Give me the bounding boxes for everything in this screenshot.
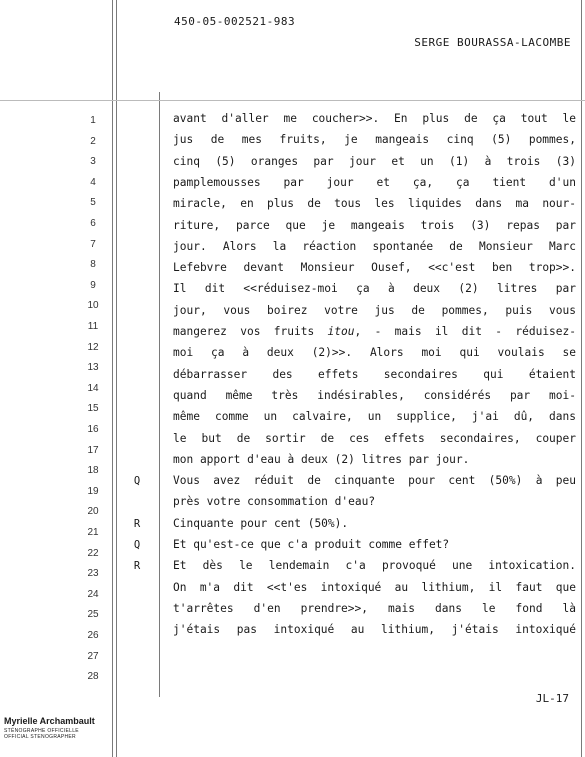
transcript-line	[173, 197, 576, 210]
transcript-line	[173, 261, 576, 274]
transcript-italic-text: itou	[327, 325, 355, 338]
line-number: 9	[90, 279, 96, 291]
stenographer-title-fr: STÉNOGRAPHE OFFICIELLE	[4, 728, 79, 734]
transcript-line	[173, 176, 576, 189]
line-number: 24	[87, 588, 99, 600]
line-number: 8	[90, 259, 96, 271]
line-number: 15	[87, 403, 99, 415]
speaker-marker: R	[133, 560, 141, 573]
line-number: 23	[87, 568, 99, 580]
transcript-text: jour, vous boirez votre jus de pommes, puis vous	[173, 303, 576, 317]
transcript-line	[173, 112, 576, 125]
transcript-text: mon apport d'eau à deux (2) litres par jour.	[173, 452, 470, 466]
line-number: 18	[87, 465, 99, 477]
transcript-line	[173, 410, 576, 423]
transcript-line	[173, 133, 576, 146]
transcript-text: Et qu'est-ce que c'a produit comme effet?	[173, 538, 450, 551]
transcript-line	[173, 495, 576, 508]
transcript-line	[173, 453, 576, 466]
case-number: 450-05-002521-983	[174, 15, 296, 28]
transcript-text: Il dit <<réduisez-moi ça à deux (2) litres par	[173, 282, 576, 296]
stenographer-stamp	[4, 716, 104, 740]
stenographer-title-en: OFFICIAL STENOGRAPHER	[4, 734, 76, 740]
line-number: 1	[90, 115, 96, 126]
transcript-line	[173, 219, 576, 232]
line-number: 26	[87, 630, 99, 641]
line-number: 6	[90, 218, 96, 229]
transcript-line	[173, 155, 576, 168]
transcript-line	[173, 474, 576, 487]
line-number: 28	[87, 671, 99, 683]
line-number: 20	[87, 506, 99, 518]
transcript-text: t'arrêtes d'en prendre>>, mais dans le fond là	[173, 601, 576, 615]
margin-rule-text	[159, 92, 160, 697]
transcript-text: riture, parce que je mangeais trois (3) repas par	[173, 218, 576, 232]
transcript-line	[173, 389, 576, 402]
transcript-text: même comme un calvaire, un supplice, j'ai dû, dans	[173, 410, 576, 424]
line-number: 5	[90, 197, 96, 209]
transcript-line	[173, 304, 576, 317]
transcript-line	[173, 581, 576, 594]
line-number: 3	[90, 156, 96, 168]
transcript-text: Cinquante pour cent (50%).	[173, 516, 349, 530]
transcript-text: débarrasser des effets secondaires qui étaient	[173, 367, 576, 381]
transcript-text: jour. Alors la réaction spontanée de Monsieur Marc	[173, 239, 576, 253]
transcript-line	[173, 346, 576, 359]
transcript-text: avant d'aller me coucher>>. En plus de ça tout le	[173, 112, 576, 125]
transcript-text: quand même très indésirables, considérés par moi-	[173, 388, 576, 402]
line-number: 17	[87, 444, 99, 456]
transcript-line	[173, 602, 576, 615]
line-number: 19	[87, 485, 99, 497]
margin-rule-right	[581, 0, 582, 757]
transcript-text: On m'a dit <<t'es intoxiqué au lithium, il faut que	[173, 580, 576, 594]
transcript-text: , - mais il dit - réduisez-	[354, 325, 577, 338]
transcript-line	[173, 368, 576, 381]
margin-rule-left-inner	[116, 0, 117, 757]
transcript-text: miracle, en plus de tous les liquides dans ma nour-	[173, 197, 576, 211]
transcript-line	[173, 240, 576, 253]
line-number: 13	[87, 362, 99, 374]
transcript-text: Vous avez réduit de cinquante pour cent (50%) à peu	[173, 474, 576, 488]
line-number: 2	[90, 135, 96, 147]
line-number: 22	[87, 547, 99, 559]
transcript-line	[173, 623, 576, 636]
transcript-text: Lefebvre devant Monsieur Ousef, <<c'est ben trop>>.	[173, 261, 576, 275]
transcript-text: moi ça à deux (2)>>. Alors moi qui voulais se	[173, 346, 576, 360]
line-number: 16	[87, 424, 99, 435]
transcript-text: j'étais pas intoxiqué au lithium, j'étais intoxiqué	[173, 623, 576, 637]
line-number: 12	[87, 341, 99, 353]
transcript-text: jus de mes fruits, je mangeais cinq (5) pommes,	[173, 133, 576, 147]
party-name: SERGE BOURASSA-LACOMBE	[414, 36, 571, 49]
line-number: 14	[87, 382, 99, 394]
transcript-line	[173, 559, 576, 572]
transcript-text: cinq (5) oranges par jour et un (1) à trois (3)	[173, 154, 576, 168]
transcript-text: pamplemousses par jour et ça, ça tient d'un	[173, 175, 576, 189]
speaker-marker: Q	[133, 475, 141, 488]
line-number: 10	[87, 300, 99, 312]
line-number: 11	[87, 321, 99, 332]
line-number: 25	[87, 609, 99, 621]
page-code: JL-17	[535, 692, 569, 705]
speaker-marker: Q	[133, 539, 141, 551]
transcript-line	[173, 432, 576, 445]
transcript-line	[173, 282, 576, 295]
transcript-line	[173, 517, 576, 530]
transcript-text: Et dès le lendemain c'a provoqué une intoxication.	[173, 559, 576, 573]
header-rule	[0, 100, 585, 101]
transcript-line	[173, 538, 576, 551]
speaker-marker: R	[133, 517, 141, 530]
transcript-text: mangerez vos fruits	[173, 325, 328, 338]
transcript-line	[173, 325, 576, 338]
stenographer-name: Myrielle Archambault	[4, 716, 95, 726]
line-number: 4	[90, 176, 96, 188]
line-number: 21	[87, 527, 99, 538]
line-number: 7	[90, 238, 96, 250]
transcript-text: le but de sortir de ces effets secondaires, couper	[173, 431, 576, 445]
line-number: 27	[87, 650, 99, 662]
margin-rule-left	[112, 0, 113, 757]
transcript-text: près votre consommation d'eau?	[173, 495, 376, 509]
